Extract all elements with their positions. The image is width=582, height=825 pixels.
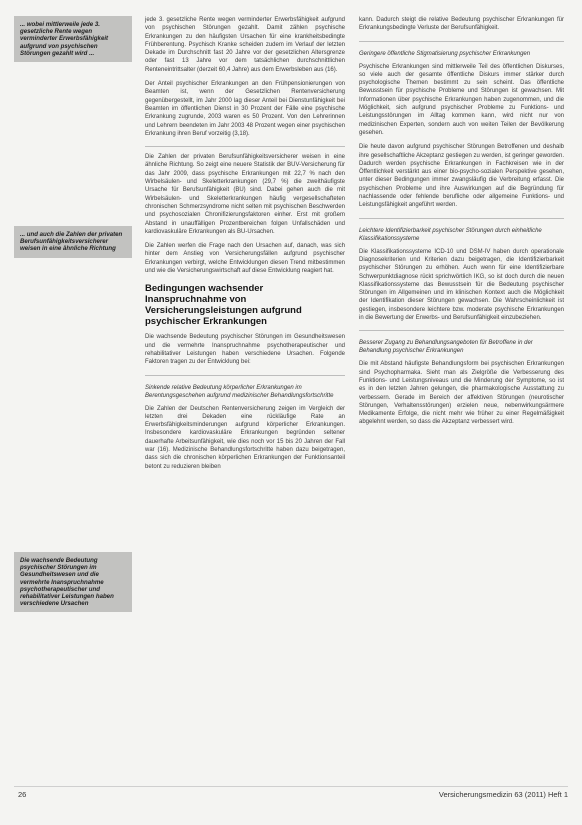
paragraph: Die Zahlen werfen die Frage nach den Ursachen auf, danach, was sich hinter dem Anstieg von Versicherungsfällen aufgrund psychischer Erkrankungen verbirgt, welche Entwicklungen diesen Trend mitbestimmen und wie die Versicherungswirtschaft auf diese Entwicklung reagiert hat.: [145, 243, 345, 275]
divider: [359, 218, 564, 219]
paragraph: Psychische Erkrankungen sind mittlerweile Teil des öffentlichen Diskurses, so viele auch der gesamte öffentliche Diskurs immer stärker durch psychologische Themen bestimmt zu sein scheint. Das öffentliche Bewusstsein für psychische Probleme und Störungen ist gewachsen. Mit Informationen über psychische Erkrankungen haben zugenommen, und die Möglichkeit, sich aufgrund psychischer Probleme zu Funktions- und Leistungsstörungen im Alltag kommen kann, wird nicht nur von medizinischen Experten, sondern auch von weiten Teilen der Bevölkerung gesehen.: [359, 63, 564, 136]
paragraph: Die mit Abstand häufigste Behandlungsform bei psychischen Erkrankungen sind Psychopharmaka. Sieht man als Zielgröße die Verbesserung des Funktions- und Leistungsniveaus und die Minderung der Symptome, so ist es in den letzten Jahren gelungen, die pharmakologische Ausstattung zu verbessern. Gerade im Bereich der affektiven Störungen (neurotischer Störungen, Verhaltensstörungen) erzielen neue, nebenwirkungsärmere Medikamente Erfolge, die nicht mehr wie früher zu einer Regelmäßigkeit abgelehnt werden, so dass die Akzeptanz verbessert wird.: [359, 361, 564, 426]
text-column-middle: [145, 16, 345, 477]
text-column-right: [359, 16, 564, 433]
journal-citation: Versicherungsmedizin 63 (2011) Heft 1: [438, 790, 568, 799]
margin-note-1: ... wobei mittlerweile jede 3. gesetzliche Rente wegen verminderter Erwerbsfähigkeit aufgrund von psychischen Störungen gezahlt wird ...: [14, 16, 132, 62]
margin-note-3: Die wachsende Bedeutung psychischer Störungen im Gesundheitswesen und die vermehrte Inanspruchnahme psychotherapeutischer und rehabilitativer Leistungen haben verschiedene Ursachen: [14, 552, 132, 612]
divider: [145, 375, 345, 376]
section-heading: Bedingungen wachsender Inanspruchnahme von Versicherungsleistungen aufgrund psychischer Erkrankungen: [145, 283, 302, 328]
paragraph: Die Zahlen der Deutschen Rentenversicherung zeigen im Vergleich der letzten drei Dekaden eine rückläufige Rate an Erwerbsfähigkeitsminderungen aufgrund körperlicher Erkrankungen. Insbesondere kardiovaskuläre Erkrankungen begründen seltener dauerhafte Arbeitsunfähigkeit, wie dies noch vor 15 bis 20 Jahren der Fall war (16). Medizinische Behandlungsfortschritte haben dazu beigetragen, dass sich die chronischen körperlichen Erkrankungen der Funktionsanteil betont zu reduzieren bleiben: [145, 405, 345, 470]
margin-note-2: ... und auch die Zahlen der privaten Berufsunfähigkeitsversicherer weisen in eine ähnliche Richtung: [14, 226, 132, 258]
page-number: 26: [18, 790, 27, 799]
subsection-heading: Leichtere Identifizierbarkeit psychischer Störungen durch einheitliche Klassifikationssysteme: [359, 227, 542, 242]
divider: [359, 330, 564, 331]
paragraph: Die Zahlen der privaten Berufsunfähigkeitsversicherer weisen in eine ähnliche Richtung. So zeigt eine neuere Statistik der BUV-Versicherung für das Jahr 2009, dass psychische Erkrankungen mit 22,7 % nach den Wirbelsäulen- und Skeletterkrankungen (29,7 %) die zweithäufigste Ursache für Berufsunfähigkeit (BU) sind. Dabei gehen auch die mit Wirbelsäulen- und Skeletterkrankungen häufig vergesellschafteten chronischen Schmerzsyndrome nicht selten mit psychischen Beschwerden und psychosozialen Chronifizierungsfaktoren einher. Erst mit großem Abstand in unauffälligen Prozentbereichen folgen Unfallschäden und kardiovaskuläre Erkrankungen als BU-Ursachen.: [145, 154, 345, 235]
paragraph: kann. Dadurch steigt die relative Bedeutung psychischer Erkrankungen für Erkrankungsbedingte Verluste der Berufsunfähigkeit.: [359, 17, 564, 32]
subsection-heading: Geringere öffentliche Stigmatisierung psychischer Erkrankungen: [359, 50, 531, 57]
paragraph: Der Anteil psychischer Erkrankungen an den Frühpensionierungen von Beamten ist, wenn der Gesetzlichen Rentenversicherung gegenübergestellt, im Jahr 2000 lag dieser Anteil bei Dienstunfähigkeit bei Beamten im öffentlichen Dienst in 30 Prozent der Fälle eine psychische Erkrankung zugrunde, 2003 waren es 50 Prozent. Von den Lehrerinnen und Lehrern beendeten im Jahr 2003 48 Prozent wegen einer psychischen Erkrankung ihren Beruf vorzeitig (3,18).: [145, 81, 345, 137]
paragraph: Die wachsende Bedeutung psychischer Störungen im Gesundheitswesen und die vermehrte Inanspruchnahme psychotherapeutischer und rehabilitativer Leistungen haben verschiedene Ursachen. Folgende Faktoren tragen zu der Entwicklung bei:: [145, 334, 345, 366]
footer-divider: [14, 786, 568, 787]
divider: [359, 41, 564, 42]
paragraph: jede 3. gesetzliche Rente wegen verminderter Erwerbsfähigkeit aufgrund von psychischen Störungen gezahlt. Damit zählen psychische Erkrankungen zu den häufigsten Ursachen für eine krankheitsbedingte Frühberentung. Psychisch Kranke scheiden zudem im Verlauf der letzten Dekade im Durchschnitt fast 20 Jahre vor der gesetzlichen Altersgrenze oder fast 13 Jahre vor dem tatsächlichen durchschnittlichen Renteneintrittsalter (derzeit 60,4 Jahre) aus dem Erwerbsleben aus (16).: [145, 17, 345, 73]
paragraph: Die heute davon aufgrund psychischer Störungen Betroffenen und deshalb ihre gesellschaftliche Akzeptanz gestiegen zu werden, ist geringer geworden. Dadurch werden psychische Erkrankungen in Fachkreisen wie in der Öffentlichkeit verstärkt aus einer bio-psycho-sozialen Perspektive gesehen, unter dieser Bedingungen immer zwangsläufig die Verbreitung erfasst. Die psychischen Probleme und ihre Auswirkungen auf die Begründung für nachlassende oder fehlende berufliche oder allgemeine Funktions- und Leistungsfähigkeit angeführt werden.: [359, 144, 564, 209]
paragraph: Die Klassifikationssysteme ICD-10 und DSM-IV haben durch operationale Diagnosekriterien und Kriterien dazu beigetragen, die Identifizierbarkeit psychischer Störungen zu erhöhen. Auch wenn für eine Identifizierbare Schwerpunktdiagnose rückt sprichwörtlich IKG, so ist doch durch die neuen Klassifikationssysteme das Bewusstsein für die Bedeutung psychischer Störungen im Allgemeinen und im klinischen Kontext auch die Möglichkeit der Identifikation dieser Störungen gewachsen. Die Wahrscheinlichkeit ist gestiegen, insbesondere leichtere bzw. moderate psychische Erkrankungen in die Bewertung der Erwerbs- und Berufsunfähigkeit einzubeziehen.: [359, 248, 564, 322]
subsection-heading: Besserer Zugang zu Behandlungsangeboten für Betroffene in der Behandlung psychischer Erkrankungen: [359, 340, 533, 355]
subsection-heading: Sinkende relative Bedeutung körperlicher Erkrankungen im Berentungsgeschehen aufgrund medizinischer Behandlungsfortschritte: [145, 384, 334, 399]
divider: [145, 146, 345, 147]
